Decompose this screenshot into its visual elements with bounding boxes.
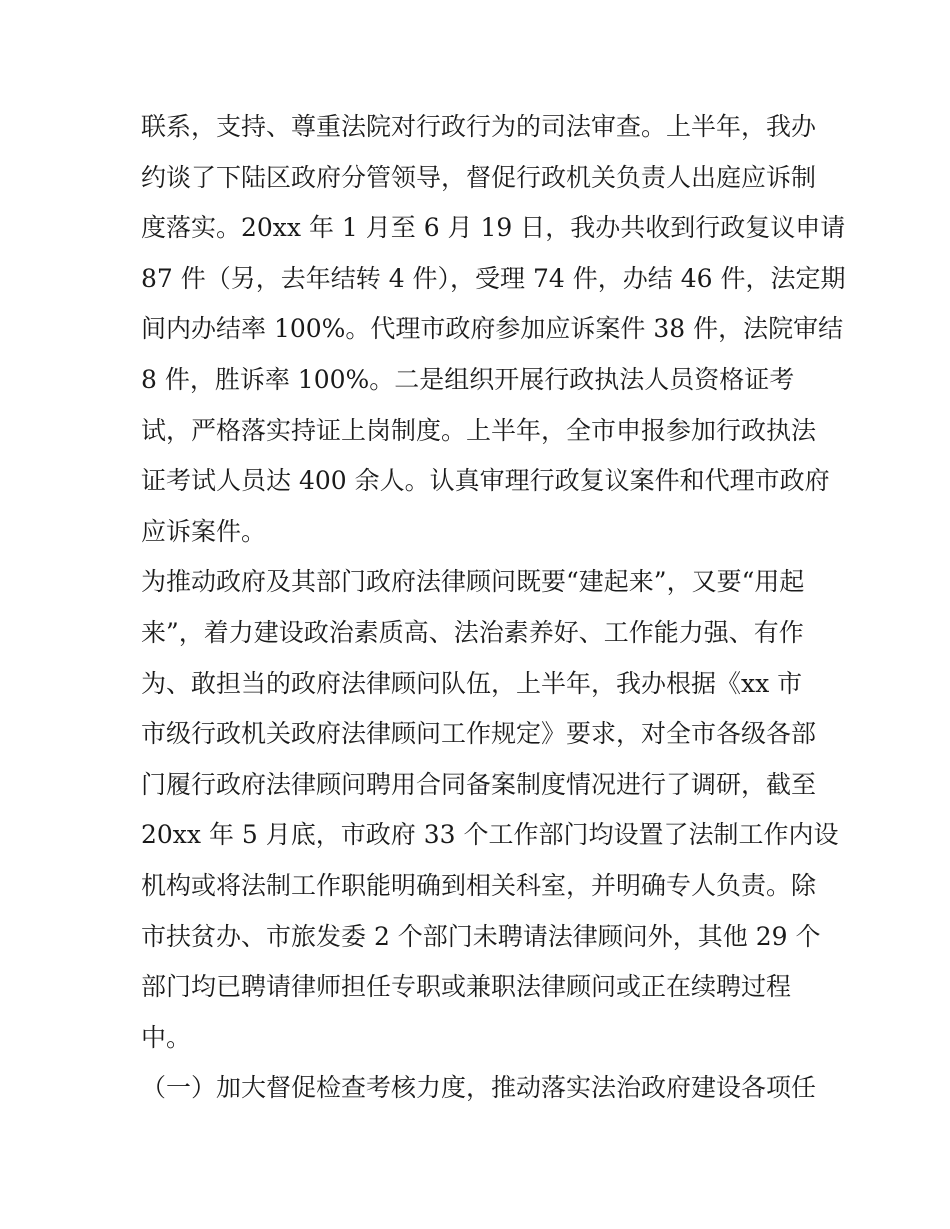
text-line: 部门均已聘请律师担任专职或兼职法律顾问或正在续聘过程 — [141, 972, 792, 1002]
text-line: 约谈了下陆区政府分管领导，督促行政机关负责人出庭应诉制 — [141, 162, 817, 192]
text-line: 证考试人员达 400 余人。认真审理行政复议案件和代理市政府 — [141, 466, 830, 496]
text-line: 为、敢担当的政府法律顾问队伍，上半年，我办根据《xx 市 — [141, 668, 803, 698]
text-line: 试，严格落实持证上岗制度。上半年，全市申报参加行政执法 — [141, 415, 817, 445]
text-line: 机构或将法制工作职能明确到相关科室，并明确专人负责。除 — [141, 871, 817, 900]
text-line: 应诉案件。 — [141, 516, 267, 546]
text-line: 20xx 年 5 月底，市政府 33 个工作部门均设置了法制工作内设 — [141, 820, 839, 850]
text-line: 联系，支持、尊重法院对行政行为的司法审查。上半年，我办 — [141, 112, 817, 141]
text-line: 间内办结率 100%。代理市政府参加应诉案件 38 件，法院审结 — [141, 314, 844, 344]
text-line: 度落实。20xx 年 1 月至 6 月 19 日，我办共收到行政复议申请 — [141, 213, 846, 243]
text-line: 市级行政机关政府法律顾问工作规定》要求，对全市各级各部 — [141, 719, 817, 749]
text-line: 中。 — [141, 1022, 192, 1052]
text-line: 市扶贫办、市旅发委 2 个部门未聘请法律顾问外，其他 29 个 — [141, 921, 821, 951]
text-line: 来”，着力建设政治素质高、法治素养好、工作能力强、有作 — [141, 618, 804, 647]
text-line: 门履行政府法律顾问聘用合同备案制度情况进行了调研，截至 — [141, 769, 817, 799]
text-line: （一）加大督促检查考核力度，推动落实法治政府建设各项任 — [141, 1073, 817, 1103]
text-line: 为推动政府及其部门政府法律顾问既要“建起来”，又要“用起 — [141, 567, 805, 597]
text-line: 8 件，胜诉率 100%。二是组织开展行政执法人员资格证考 — [141, 365, 795, 394]
text-line: 87 件（另，去年结转 4 件），受理 74 件，办结 46 件，法定期 — [141, 263, 846, 293]
